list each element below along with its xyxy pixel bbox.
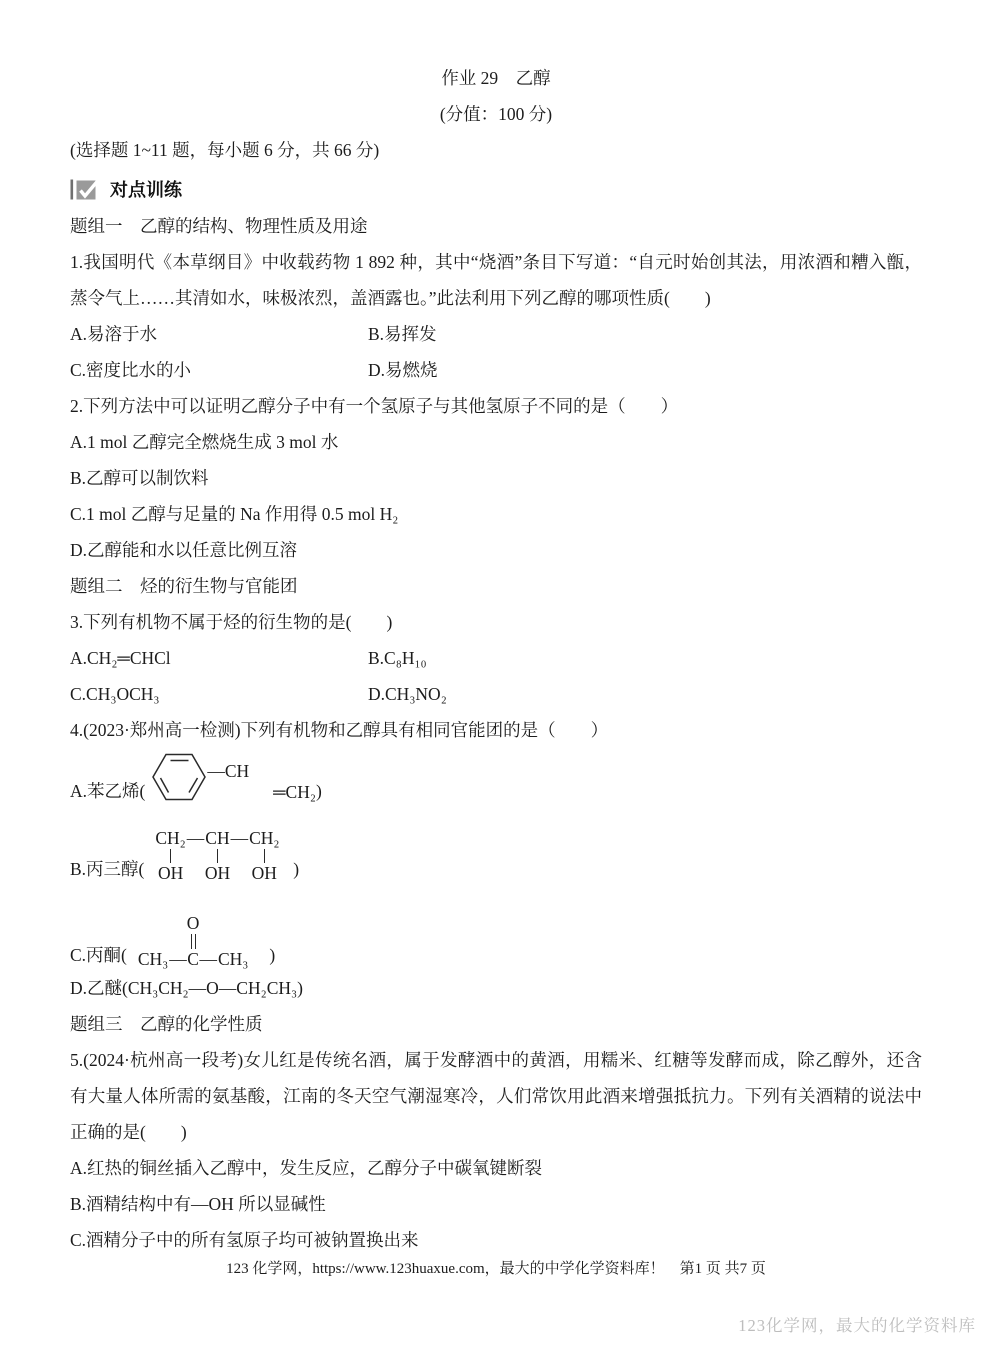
acetone-bond-1: — bbox=[169, 949, 187, 969]
glycerol-oh1: OH bbox=[157, 863, 184, 883]
glycerol-structure bbox=[154, 828, 280, 884]
question-4-option-d: D.乙醚(CH₃CH₂—O—CH₂CH₃) bbox=[70, 978, 303, 998]
acetone-structure bbox=[137, 913, 249, 970]
glycerol-vbond-1 bbox=[170, 849, 171, 863]
acetone-label: C.丙酮( bbox=[70, 945, 127, 965]
acetone-bond-2: — bbox=[199, 949, 217, 969]
question-4-stem: 4.(2023·郑州高一检测)下列有机物和乙醇具有相同官能团的是（ ） bbox=[70, 720, 609, 740]
question-5-option-a: A.红热的铜丝插入乙醇中，发生反应，乙醇分子中碳氧键断裂 bbox=[70, 1158, 543, 1178]
group-1-title: 题组一 乙醇的结构、物理性质及用途 bbox=[70, 216, 368, 236]
group-2-title: 题组二 烃的衍生物与官能团 bbox=[70, 576, 298, 596]
question-3-option-d: D.CH₃NO₂ bbox=[368, 684, 447, 704]
benzene-ring-icon bbox=[151, 751, 207, 803]
question-3-options-row-2 bbox=[70, 676, 922, 712]
question-3-stem: 3.下列有机物不属于烃的衍生物的是( ) bbox=[70, 612, 393, 632]
glycerol-c3: CH₂ bbox=[249, 828, 280, 848]
question-1-stem: 1.我国明代《本草纲目》中收载药物 1 892 种，其中“烧酒”条目下写道：“自元时始创其法，用浓酒和糟入甑，蒸令气上……其清如水，味极浓烈，盖酒露也。”此法利用下列乙醇的哪项性质( ) bbox=[70, 252, 922, 308]
acetone-ch3-left: CH₃ bbox=[137, 949, 169, 969]
glycerol-c1: CH₂ bbox=[155, 828, 186, 848]
styrene-close-paren: ) bbox=[315, 781, 322, 801]
acetone-double-bond bbox=[191, 934, 196, 949]
glycerol-close-paren: ) bbox=[284, 859, 300, 879]
question-2-option-c: C.1 mol 乙醇与足量的 Na 作用得 0.5 mol H₂ bbox=[70, 504, 399, 524]
glycerol-oh3: OH bbox=[251, 863, 277, 883]
acetone-ch3-right: CH₃ bbox=[217, 949, 249, 969]
question-2-option-a: A.1 mol 乙醇完全燃烧生成 3 mol 水 bbox=[70, 432, 339, 452]
glycerol-label: B.丙三醇( bbox=[70, 859, 145, 879]
question-5-option-c: C.酒精分子中的所有氢原子均可被钠置换出来 bbox=[70, 1230, 419, 1250]
glycerol-vbond-2 bbox=[217, 849, 218, 863]
page-content bbox=[70, 60, 922, 1258]
question-2-stem: 2.下列方法中可以证明乙醇分子中有一个氢原子与其他氢原子不同的是（ ） bbox=[70, 396, 679, 416]
glycerol-vbond-3 bbox=[264, 849, 265, 863]
acetone-carbon: C bbox=[187, 949, 199, 969]
acetone-oxygen: O bbox=[186, 913, 200, 933]
glycerol-c2: CH bbox=[205, 828, 230, 848]
watermark: 123化学网，最大的化学资料库 bbox=[738, 1316, 976, 1335]
styrene-ch-fragment: —CH bbox=[207, 760, 250, 781]
question-3-option-b: B.C₈H₁₀ bbox=[368, 648, 427, 668]
page-footer: 123 化学网，https://www.123huaxue.com，最大的中学化学资料库！ 第1 页 共7 页 bbox=[226, 1261, 766, 1277]
glycerol-bond-1: — bbox=[186, 828, 205, 848]
question-4-option-b bbox=[70, 810, 922, 884]
question-3-options-row-1 bbox=[70, 640, 922, 676]
question-1-options-row-2 bbox=[70, 352, 922, 388]
question-1-option-c: C.密度比水的小 bbox=[70, 360, 192, 380]
section-header-label: 对点训练 bbox=[110, 180, 182, 200]
question-1-option-d: D.易燃烧 bbox=[368, 360, 438, 380]
question-1-options-row-1 bbox=[70, 316, 922, 352]
styrene-label: A.苯乙烯( bbox=[70, 781, 146, 801]
question-5-stem: 5.(2024·杭州高一段考)女儿红是传统名酒，属于发酵酒中的黄酒，用糯米、红糖等发酵而成，除乙醇外，还含有大量人体所需的氨基酸，江南的冬天空气潮湿寒冷，人们常饮用此酒来增强抵抗力。下列有关酒精的说法中正确的是( ) bbox=[70, 1050, 922, 1142]
question-4-option-c bbox=[70, 888, 922, 970]
glycerol-oh2: OH bbox=[204, 863, 231, 883]
question-3-option-a: A.CH₂═CHCl bbox=[70, 648, 171, 668]
note-line: (选择题 1~11 题，每小题 6 分，共 66 分) bbox=[70, 140, 380, 160]
question-1-option-b: B.易挥发 bbox=[368, 324, 437, 344]
acetone-close-paren: ) bbox=[269, 945, 276, 965]
glycerol-bond-2: — bbox=[230, 828, 249, 848]
question-1-option-a: A.易溶于水 bbox=[70, 324, 158, 344]
question-3-option-c: C.CH₃OCH₃ bbox=[70, 684, 160, 704]
group-3-title: 题组三 乙醇的化学性质 bbox=[70, 1014, 263, 1034]
question-5-option-b: B.酒精结构中有—OH 所以显碱性 bbox=[70, 1194, 326, 1214]
check-icon bbox=[70, 178, 101, 201]
question-2-option-b: B.乙醇可以制饮料 bbox=[70, 468, 209, 488]
score-line: (分值：100 分) bbox=[439, 104, 553, 124]
section-header bbox=[70, 170, 922, 208]
question-2-option-d: D.乙醇能和水以任意比例互溶 bbox=[70, 540, 298, 560]
page-title: 作业 29 乙醇 bbox=[441, 68, 551, 88]
styrene-ch2-fragment: ═CH₂ bbox=[273, 781, 316, 802]
question-4-option-a bbox=[70, 748, 922, 806]
